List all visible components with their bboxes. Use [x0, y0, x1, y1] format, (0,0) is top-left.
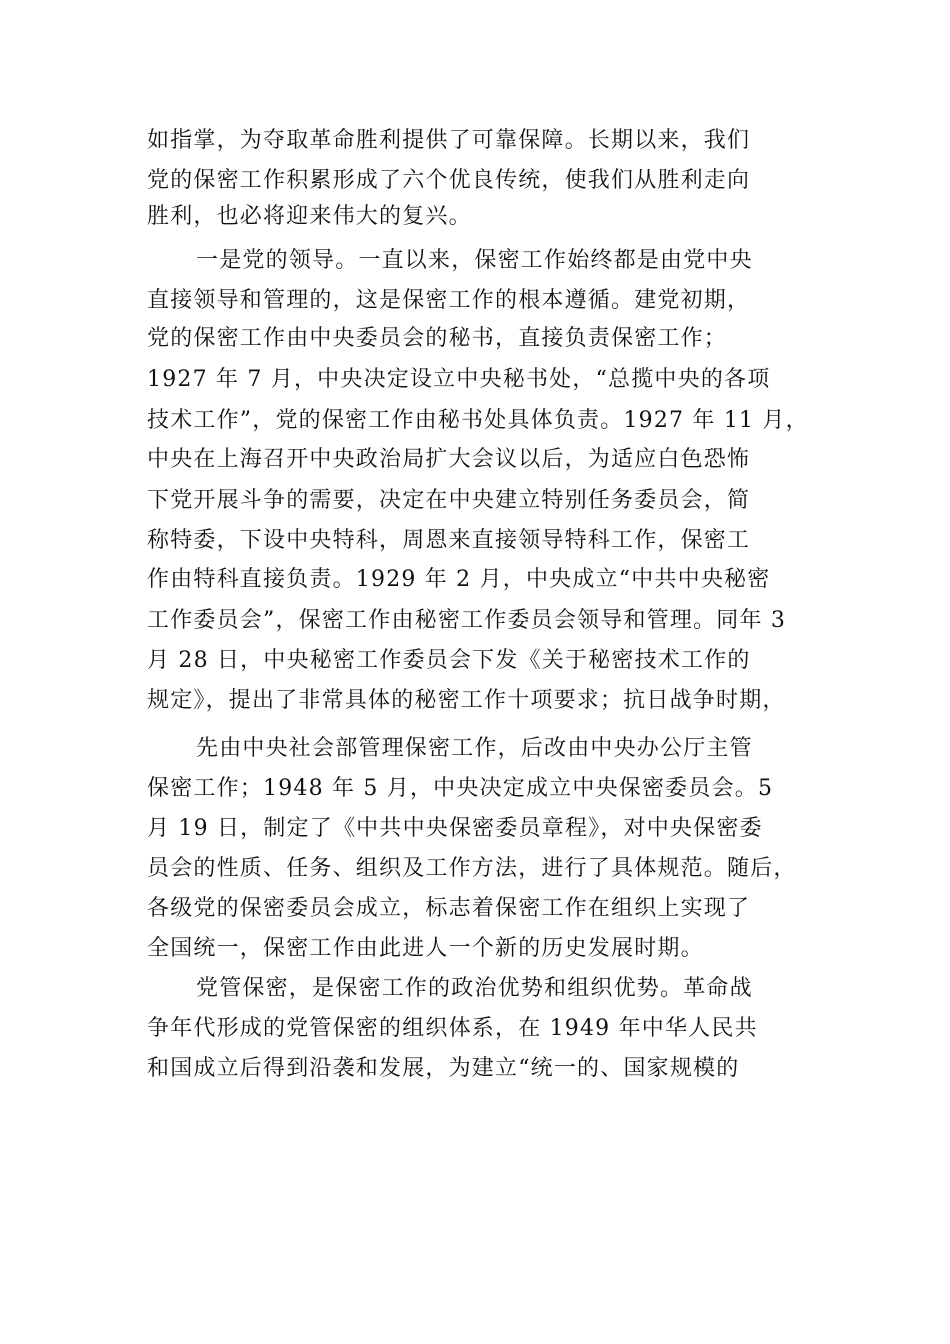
- text-line: 各级党的保密委员会成立，标志着保密工作在组织上实现了: [147, 896, 751, 921]
- text-line: 规定》，提出了非常具体的秘密工作十项要求；抗日战争时期，: [147, 688, 786, 713]
- text-line: 作由特科直接负责。1929 年 2 月，中央成立“中共中央秘密: [147, 567, 771, 592]
- text-line: 称特委，下设中央特科，周恩来直接领导特科工作，保密工: [147, 528, 751, 553]
- text-line: 月 19 日，制定了《中共中央保密委员章程》，对中央保密委: [147, 816, 763, 841]
- paragraph-first-line: 一是党的领导。一直以来，保密工作始终都是由党中央: [196, 248, 753, 273]
- text-line: 党的保密工作由中央委员会的秘书，直接负责保密工作；: [147, 326, 728, 351]
- text-line: 全国统一，保密工作由此进人一个新的历史发展时期。: [147, 936, 704, 961]
- text-line: 胜利，也必将迎来伟大的复兴。: [147, 204, 472, 229]
- text-line: 直接领导和管理的，这是保密工作的根本遵循。建党初期，: [147, 288, 751, 313]
- text-line: 争年代形成的党管保密的组织体系，在 1949 年中华人民共: [147, 1016, 758, 1041]
- text-line: 月 28 日，中央秘密工作委员会下发《关于秘密技术工作的: [147, 648, 751, 673]
- text-line: 1927 年 7 月，中央决定设立中央秘书处，“总揽中央的各项: [147, 367, 771, 392]
- text-line: 下党开展斗争的需要，决定在中央建立特别任务委员会，简: [147, 488, 751, 513]
- paragraph-first-line: 先由中央社会部管理保密工作，后改由中央办公厅主管: [196, 736, 753, 761]
- text-line: 工作委员会”，保密工作由秘密工作委员会领导和管理。同年 3: [147, 608, 787, 633]
- text-line: 保密工作；1948 年 5 月，中央决定成立中央保密委员会。5: [147, 776, 774, 801]
- text-line: 党的保密工作积累形成了六个优良传统，使我们从胜利走向: [147, 168, 751, 193]
- text-line: 和国成立后得到沿袭和发展，为建立“统一的、国家规模的: [147, 1056, 740, 1081]
- text-line: 技术工作”，党的保密工作由秘书处具体负责。1927 年 11 月，: [147, 408, 809, 433]
- text-line: 如指掌，为夺取革命胜利提供了可靠保障。长期以来，我们: [147, 128, 751, 153]
- text-line: 员会的性质、任务、组织及工作方法，进行了具体规范。随后，: [147, 856, 797, 881]
- text-line: 中央在上海召开中央政治局扩大会议以后，为适应白色恐怖: [147, 447, 751, 472]
- paragraph-first-line: 党管保密，是保密工作的政治优势和组织优势。革命战: [196, 976, 753, 1001]
